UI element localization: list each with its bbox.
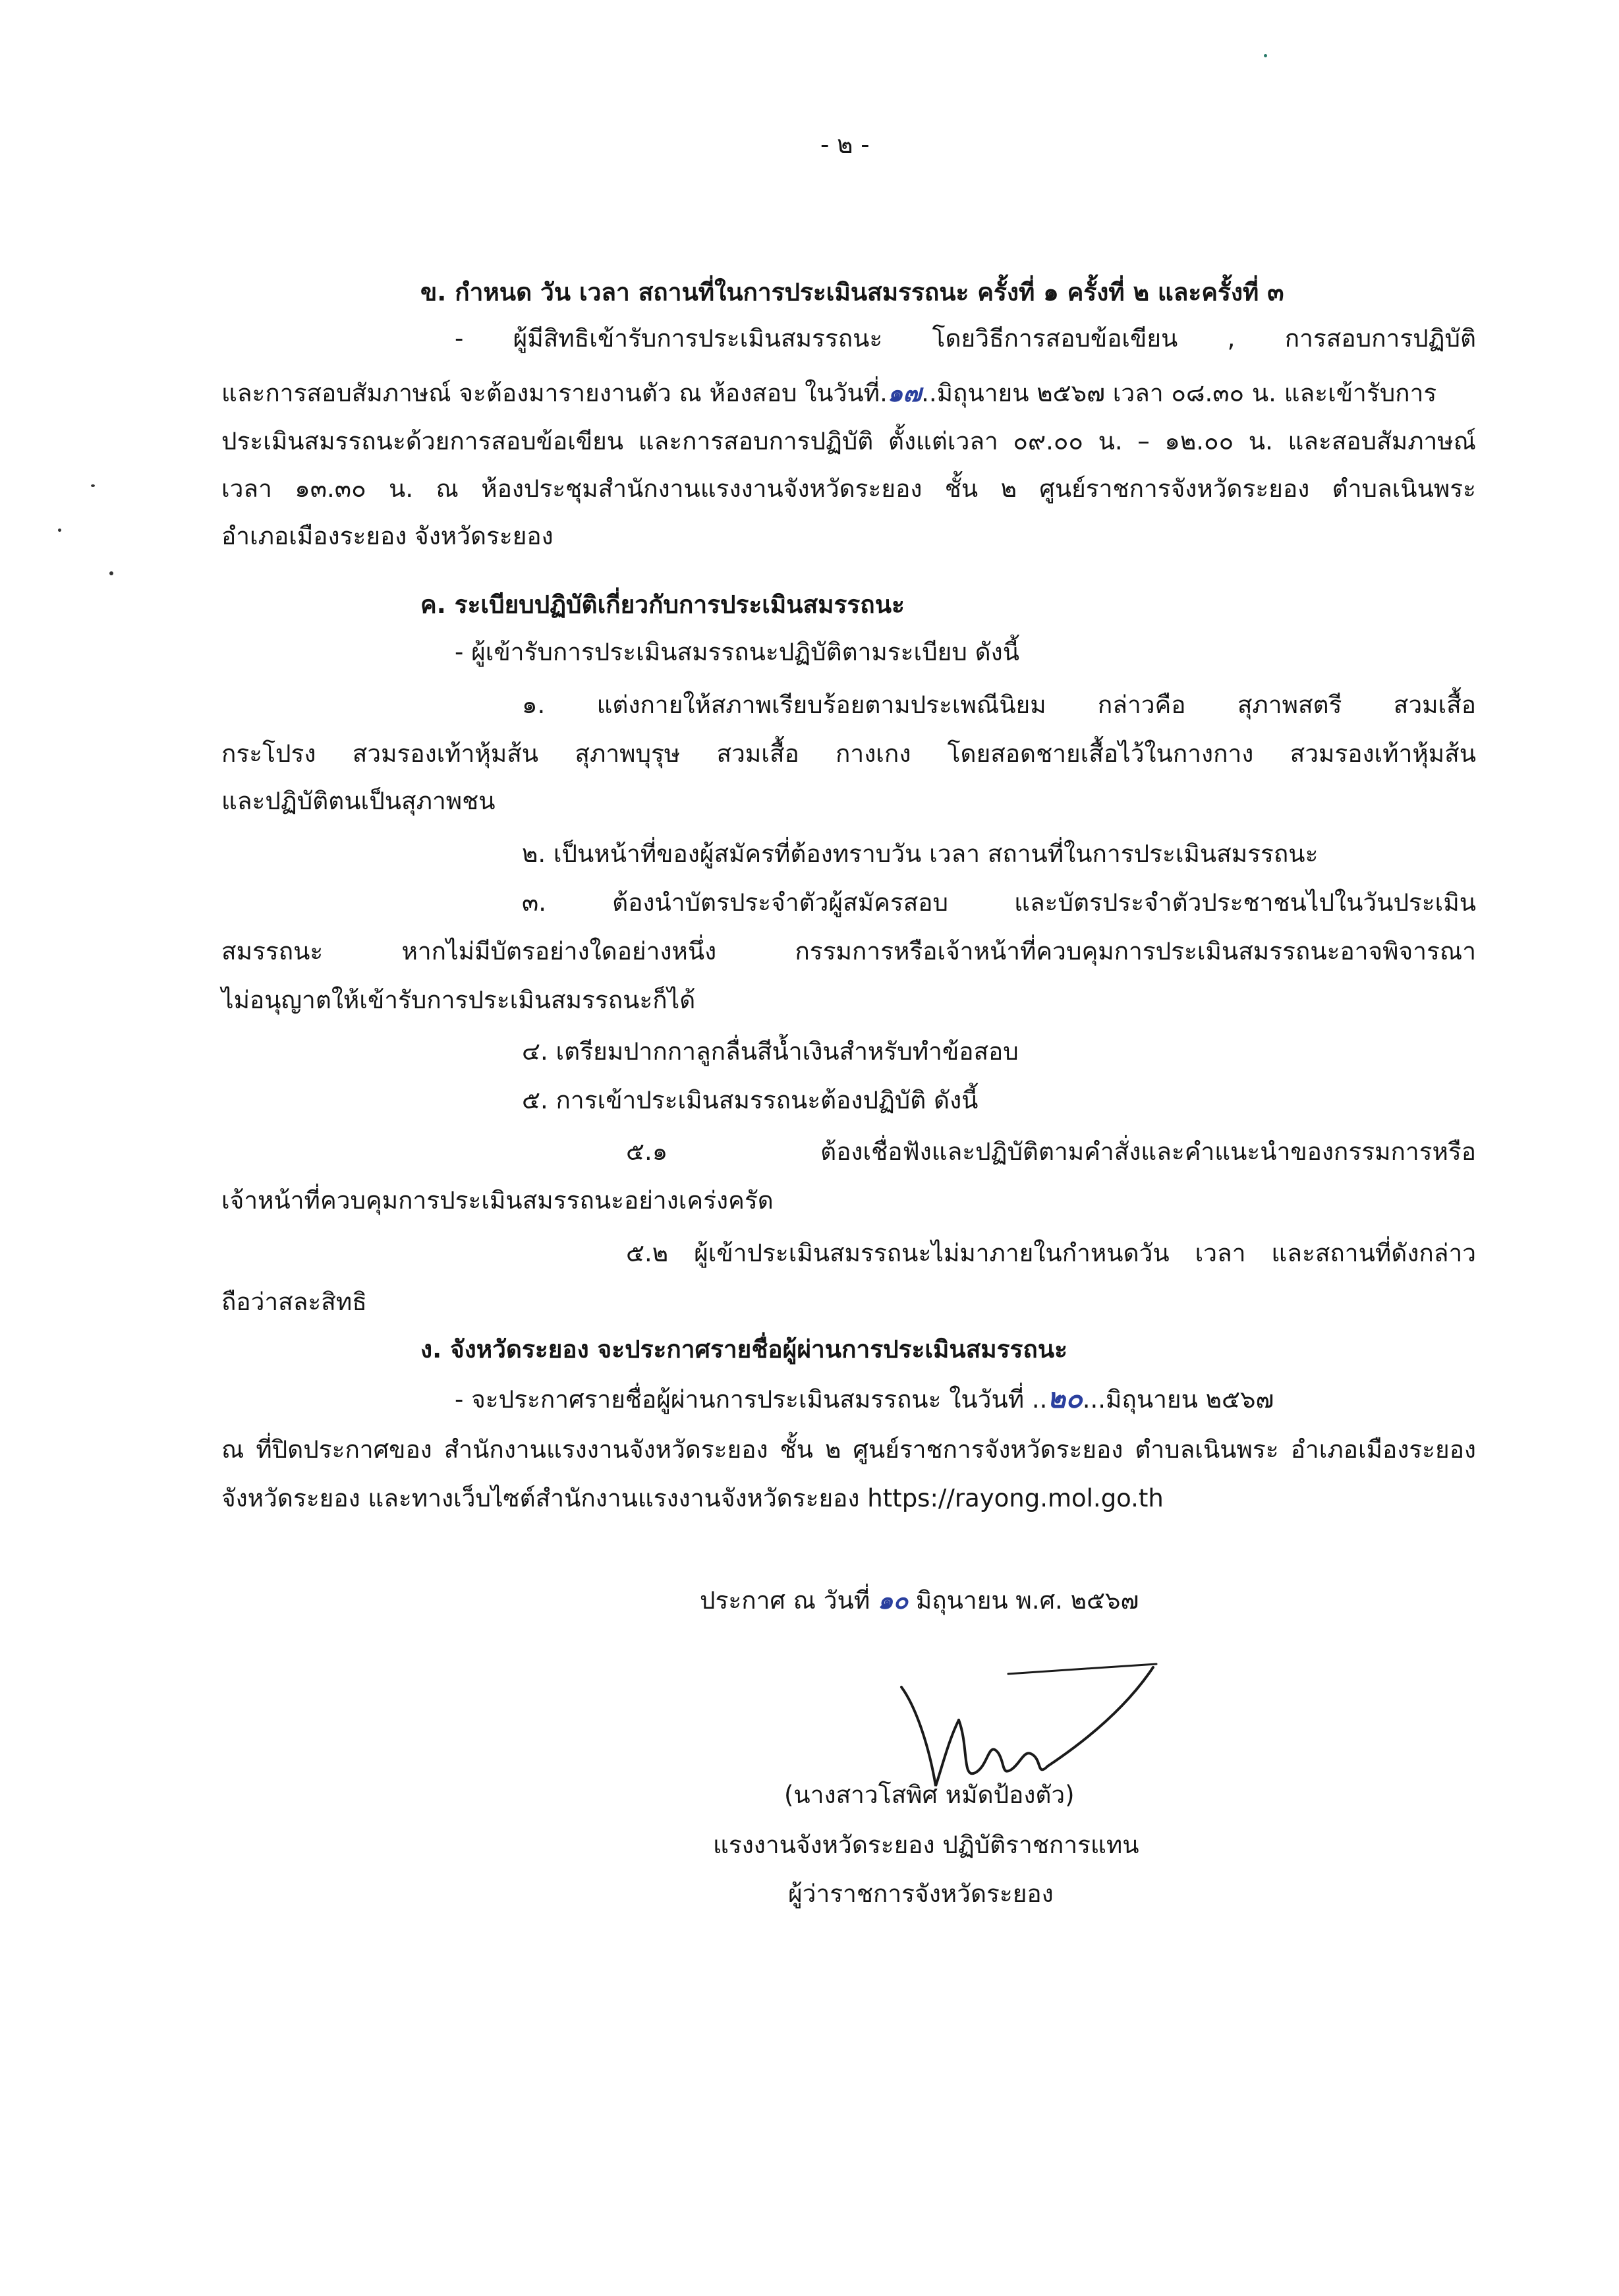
rule-4: ๔. เตรียมปากกาลูกลื่นสีน้ำเงินสำหรับทำข้อสอบ [522,1037,1019,1066]
rule-1-line-1: ๑. แต่งกายให้สภาพเรียบร้อยตามประเพณีนิยม กล่าวคือ สุภาพสตรี สวมเสื้อ [522,691,1476,719]
section-b-line-2: และการสอบสัมภาษณ์ จะต้องมารายงานตัว ณ ห้องสอบ ในวันที่.๑๗..มิถุนายน ๒๕๖๗ เวลา ๐๘.๓๐ น. และเข้ารับการ [221,378,1437,407]
section-c-intro: - ผู้เข้ารับการประเมินสมรรถนะปฏิบัติตามระเบียบ ดังนี้ [455,638,1019,666]
signatory-name: (นางสาวโสพิศ หมัดป้องตัว) [784,1781,1075,1809]
scan-speck [91,484,95,487]
section-d-line-1-post: ...มิถุนายน ๒๕๖๗ [1082,1385,1274,1414]
section-d-heading: ง. จังหวัดระยอง จะประกาศรายชื่อผู้ผ่านการประเมินสมรรถนะ [420,1335,1067,1363]
handwritten-announce-date: ๑๐ [877,1586,909,1615]
scan-speck [58,529,61,532]
section-c-heading: ค. ระเบียบปฏิบัติเกี่ยวกับการประเมินสมรรถนะ [420,590,905,619]
announcement-date [700,1580,1139,1621]
section-b-line-1: - ผู้มีสิทธิเข้ารับการประเมินสมรรถนะ โดยวิธีการสอบข้อเขียน , การสอบการปฏิบัติ [455,324,1476,353]
rule-3-line-1: ๓. ต้องนำบัตรประจำตัวผู้สมัครสอบ และบัตรประจำตัวประชาชนไปในวันประเมิน [522,888,1476,917]
handwritten-announce-day: ๒๐ [1047,1382,1083,1414]
section-b-line-2-post: มิถุนายน ๒๕๖๗ เวลา ๐๘.๓๐ น. และเข้ารับการ [936,379,1437,407]
section-b-line-4: เวลา ๑๓.๓๐ น. ณ ห้องประชุมสำนักงานแรงงานจังหวัดระยอง ชั้น ๒ ศูนย์ราชการจังหวัดระยอง ตำบลเนินพระ [221,474,1476,503]
rule-5-2-line-2: ถือว่าสละสิทธิ [221,1288,367,1316]
section-b-line-5: อำเภอเมืองระยอง จังหวัดระยอง [221,522,554,550]
rule-3-line-3: ไม่อนุญาตให้เข้ารับการประเมินสมรรถนะก็ได้ [221,986,696,1014]
announcement-date-pre: ประกาศ ณ วันที่ [700,1586,870,1615]
section-b-heading: ข. กำหนด วัน เวลา สถานที่ในการประเมินสมรรถนะ ครั้งที่ ๑ ครั้งที่ ๒ และครั้งที่ ๓ [420,278,1284,306]
announcement-date-post: มิถุนายน พ.ศ. ๒๕๖๗ [915,1586,1139,1615]
rule-5-1-line-2: เจ้าหน้าที่ควบคุมการประเมินสมรรถนะอย่างเคร่งครัด [221,1186,774,1215]
rule-5-1-line-1: ๕.๑ ต้องเชื่อฟังและปฏิบัติตามคำสั่งและคำแนะนำของกรรมการหรือ [626,1137,1476,1166]
section-d-line-1-pre: - จะประกาศรายชื่อผู้ผ่านการประเมินสมรรถนะ ในวันที่ .. [455,1385,1048,1414]
scan-speck [109,571,113,575]
rule-5: ๕. การเข้าประเมินสมรรถนะต้องปฏิบัติ ดังนี้ [522,1086,979,1114]
section-d-line-2: ณ ที่ปิดประกาศของ สำนักงานแรงงานจังหวัดระยอง ชั้น ๒ ศูนย์ราชการจังหวัดระยอง ตำบลเนินพระ อำเภอเมืองระยอง [221,1435,1476,1464]
rule-2: ๒. เป็นหน้าที่ของผู้สมัครที่ต้องทราบวัน เวลา สถานที่ในการประเมินสมรรถนะ [522,840,1319,868]
section-d-line-3: จังหวัดระยอง และทางเว็บไซต์สำนักงานแรงงานจังหวัดระยอง https://rayong.mol.go.th [221,1484,1164,1512]
scan-speck [1264,54,1267,57]
rule-1-line-3: และปฏิบัติตนเป็นสุภาพชน [221,787,496,815]
section-d-line-1 [455,1379,1274,1420]
page-number: - ๒ - [820,130,870,159]
rule-1-line-2: กระโปรง สวมรองเท้าหุ้มส้น สุภาพบุรุษ สวมเสื้อ กางเกง โดยสอดชายเสื้อไว้ในกางกาง สวมรองเท้าหุ้มส้น [221,739,1476,768]
section-b-line-2-pre: และการสอบสัมภาษณ์ จะต้องมารายงานตัว ณ ห้องสอบ ในวันที่ [221,379,880,407]
signatory-position: แรงงานจังหวัดระยอง ปฏิบัติราชการแทน [713,1831,1139,1859]
signatory-title: ผู้ว่าราชการจังหวัดระยอง [788,1880,1054,1908]
rule-3-line-2: สมรรถนะ หากไม่มีบัตรอย่างใดอย่างหนึ่ง กรรมการหรือเจ้าหน้าที่ควบคุมการประเมินสมรรถนะอาจพิจารณา [221,937,1476,965]
section-b-line-3: ประเมินสมรรถนะด้วยการสอบข้อเขียน และการสอบการปฏิบัติ ตั้งแต่เวลา ๐๙.๐๐ น. – ๑๒.๐๐ น. และสอบสัมภาษณ์ [221,427,1476,455]
handwritten-day: ๑๗ [887,378,922,407]
rule-5-2-line-1: ๕.๒ ผู้เข้าประเมินสมรรถนะไม่มาภายในกำหนดวัน เวลา และสถานที่ดังกล่าว [626,1239,1476,1267]
